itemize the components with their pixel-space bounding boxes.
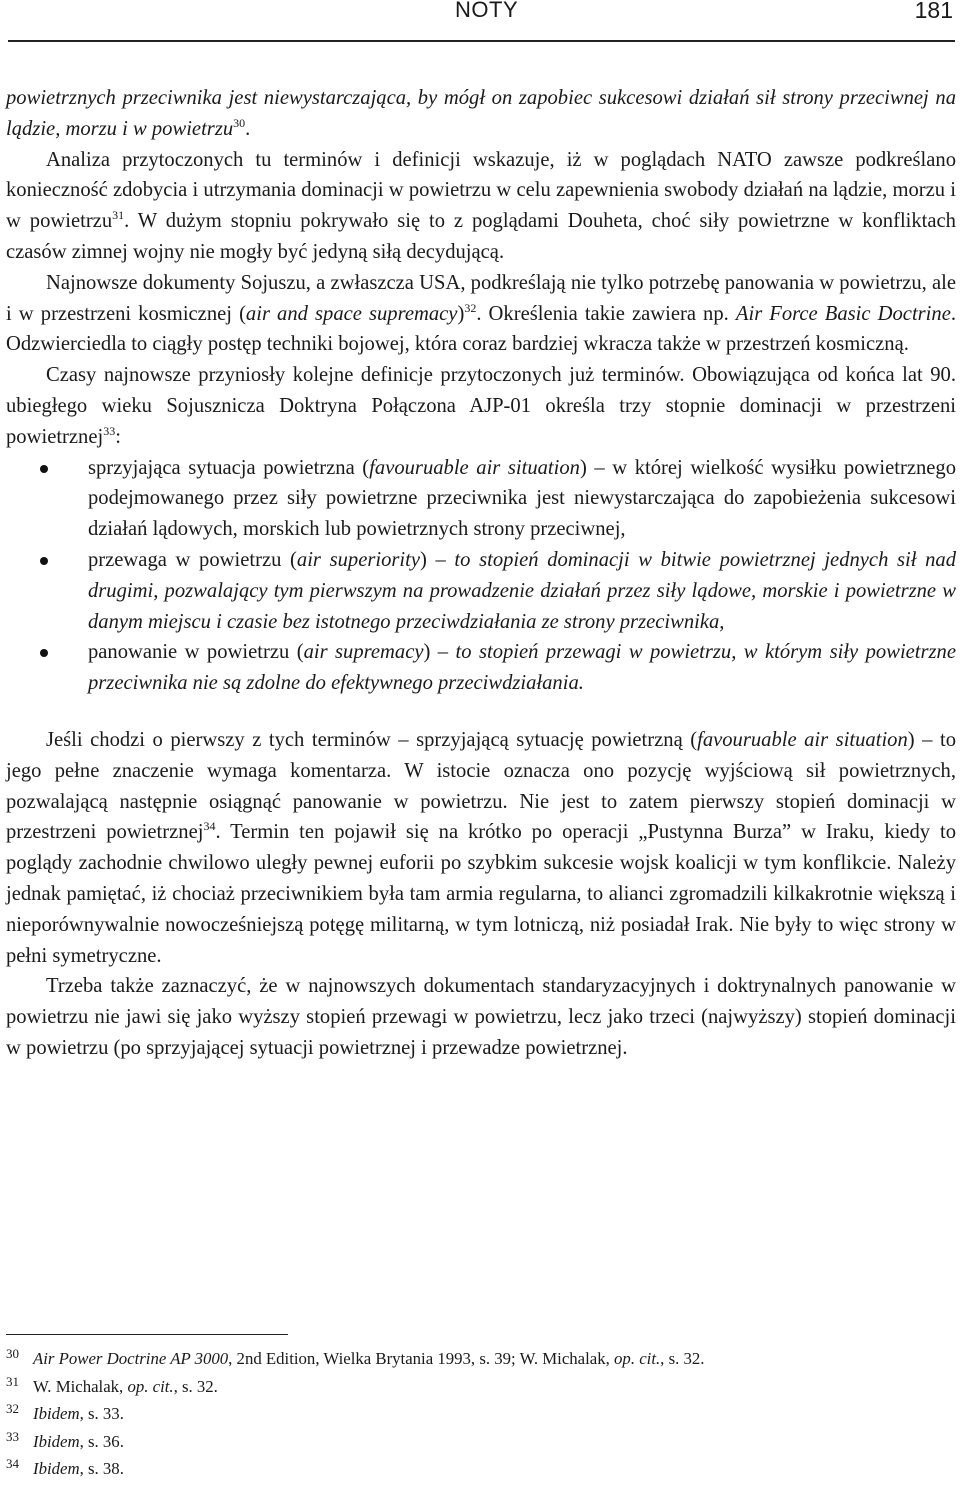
- text-run: przewaga w powietrzu (: [88, 548, 297, 571]
- text-run: Trzeba także zaznaczyć, że w najnowszych dokumentach standaryzacyjnych i doktrynalnych panowanie w powietrzu nie jawi się jako wyższy stopień przewagi w powietrzu, lecz jako trzeci (najwyższy) stopień dominacji w powietrzu (po sprzyjającej sytuacji powietrznej i przewadze powietrznej.: [6, 975, 956, 1059]
- bullet-icon: [40, 557, 48, 565]
- text-run: :: [115, 425, 121, 448]
- footnote-number: 32: [6, 1401, 19, 1416]
- footnote-italic: op. cit.: [127, 1376, 174, 1396]
- running-header-title: NOTY: [455, 0, 519, 22]
- footnote: [6, 1345, 956, 1373]
- footnote-ref[interactable]: 32: [464, 300, 477, 315]
- footnote-ref[interactable]: 30: [233, 115, 246, 130]
- footnote-run: , s. 38.: [79, 1459, 124, 1478]
- italic-text: to stopień dominacji w bitwie powietrznej jednych sił nad drugimi, pozwalający tym pierwszym na prowadzenie działań przez siły lądowe, morskie i powietrzne w danym miejscu i czasie bez istotnego przeciwdziałania ze strony przeciwnika,: [88, 548, 957, 633]
- footnote-run: , s. 33.: [79, 1404, 124, 1423]
- page-number: 181: [914, 0, 953, 23]
- footnote: [6, 1428, 956, 1456]
- paragraph: [6, 971, 956, 1063]
- text-run: sprzyjająca sytuacja powietrzna (: [88, 456, 370, 479]
- bullet-list: [6, 453, 956, 699]
- text-run: Jeśli chodzi o pierwszy z tych terminów – sprzyjającą sytuację powietrzną (: [46, 728, 698, 751]
- term-italic: favouruable air situation: [697, 728, 908, 751]
- footnote-ref[interactable]: 33: [103, 423, 116, 438]
- text-run: Analiza przytoczonych tu terminów i definicji wskazuje, iż w poglądach NATO zawsze podkreślano konieczność zdobycia i utrzymania dominacji w powietrzu w celu zapewnienia swobody działań na lądzie, morzu i w powietrzu: [6, 148, 956, 233]
- footnote-text: [33, 1400, 124, 1428]
- term-italic: favouruable air situation: [369, 456, 580, 479]
- footnote-run: , s. 36.: [79, 1431, 124, 1451]
- footnote-italic: Air Power Doctrine AP 3000: [33, 1349, 229, 1368]
- text-run: ) –: [423, 641, 456, 664]
- term-italic: air superiority: [296, 548, 420, 571]
- paragraph: [6, 360, 956, 452]
- italic-text: to stopień przewagi w powietrzu, w którym siły powietrzne przeciwnika nie są zdolne do efektywnego przeciwdziałania.: [88, 641, 956, 695]
- punctuation: .: [245, 117, 251, 140]
- bullet-icon: [40, 649, 48, 657]
- footnotes: [6, 1345, 956, 1483]
- text-run: Najnowsze dokumenty Sojuszu, a zwłaszcza USA, podkreślają nie tylko potrzebę panowania w powietrzu, ale i w przestrzeni kosmicznej (: [6, 271, 956, 325]
- text-run: . Termin ten pojawił się na krótko po operacji „Pustynna Burza” w Iraku, kiedy to poglądy zachodnie chwilowo uległy pewnej euforii po szybkim sukcesie wojsk koalicji w tym konflikcie. Należy jednak pamiętać, iż chociaż przeciwnikiem była tam armia regularna, to alianci zgromadzili kilkakrotnie większą i nieporównywalnie nowocześniejszą potęgę militarną, w tym lotniczą, niż posiadał Irak. Nie były to więc strony w pełni symetryczne.: [6, 821, 956, 967]
- term-italic: air and space supremacy: [245, 302, 458, 325]
- footnote-number: 31: [6, 1373, 19, 1389]
- footnote-text: [33, 1373, 218, 1401]
- footnote-italic: Ibidem: [33, 1431, 80, 1451]
- footnote: [6, 1455, 956, 1483]
- paragraph-continued: [6, 83, 956, 145]
- footnote-text: [33, 1345, 704, 1373]
- text-run: ) – to jego pełne znaczenie wymaga komentarza. W istocie oznacza ono pozycję wyjściową sił powietrznych, pozwalającą następnie osiągnąć panowanie w powietrzu. Nie jest to zatem pierwszy stopień dominacji w przestrzeni powietrznej: [6, 728, 956, 844]
- body-text: [6, 83, 956, 1064]
- italic-text: powietrznych przeciwnika jest niewystarczająca, by mógł on zapobiec sukcesowi działań sił strony przeciwnej na lądzie, morzu i w powietrzu: [6, 87, 956, 140]
- footnote-run: , s. 32.: [173, 1376, 218, 1396]
- text-run: ): [457, 302, 465, 325]
- text-run: . Określenia takie zawiera np.: [476, 302, 736, 325]
- text-run: Czasy najnowsze przyniosły kolejne definicje przytoczonych już terminów. Obowiązująca od końca lat 90. ubiegłego wieku Sojusznicza Doktryna Połączona AJP-01 określa trzy stopnie dominacji w przestrzeni powietrznej: [6, 364, 956, 448]
- text-run: . Odzwierciedla to ciągły postęp techniki bojowej, która coraz bardziej wkracza także w przestrzeń kosmiczną.: [6, 302, 956, 356]
- footnote: [6, 1400, 956, 1428]
- footnote-italic: Ibidem: [33, 1404, 80, 1423]
- footnote-number: 30: [6, 1346, 19, 1361]
- list-item: [6, 545, 956, 637]
- footnote: [6, 1373, 956, 1401]
- footnote-ref[interactable]: 31: [112, 208, 125, 223]
- term-italic: air supremacy: [303, 641, 424, 664]
- footnote-text: [33, 1428, 124, 1456]
- running-header: [8, 0, 955, 42]
- footnote-separator: [6, 1334, 288, 1335]
- paragraph: [6, 145, 956, 268]
- footnote-text: [33, 1455, 124, 1483]
- footnote-italic: Ibidem: [33, 1459, 80, 1478]
- paragraph: [6, 268, 956, 360]
- text-run: ) –: [419, 548, 455, 571]
- footnote-run: W. Michalak,: [33, 1376, 128, 1396]
- footnote-number: 34: [6, 1456, 19, 1471]
- text-run: panowanie w powietrzu (: [88, 641, 304, 664]
- text-run: ) – w której wielkość wysiłku powietrznego podejmowanego przez siły powietrzne przeciwnika jest niewystarczająca do zapobieżenia sukcesowi działań lądowych, morskich lub powietrznych strony przeciwnej,: [88, 456, 956, 541]
- footnote-italic: op. cit.: [614, 1349, 661, 1368]
- footnote-run: , s. 32.: [660, 1349, 705, 1368]
- list-item: [6, 453, 956, 545]
- footnote-run: , 2nd Edition, Wielka Brytania 1993, s. 39; W. Michalak,: [228, 1349, 615, 1368]
- text-run: . W dużym stopniu pokrywało się to z poglądami Douheta, choć siły powietrzne w konfliktach czasów zimnej wojny nie mogły być jedyną siłą decydującą.: [6, 210, 956, 263]
- bullet-icon: [40, 465, 48, 473]
- footnote-ref[interactable]: 34: [203, 819, 216, 834]
- footnote-number: 33: [6, 1428, 19, 1444]
- list-item: [6, 637, 956, 699]
- paragraph: [6, 725, 956, 971]
- doc-title-italic: Air Force Basic Doctrine: [735, 302, 951, 325]
